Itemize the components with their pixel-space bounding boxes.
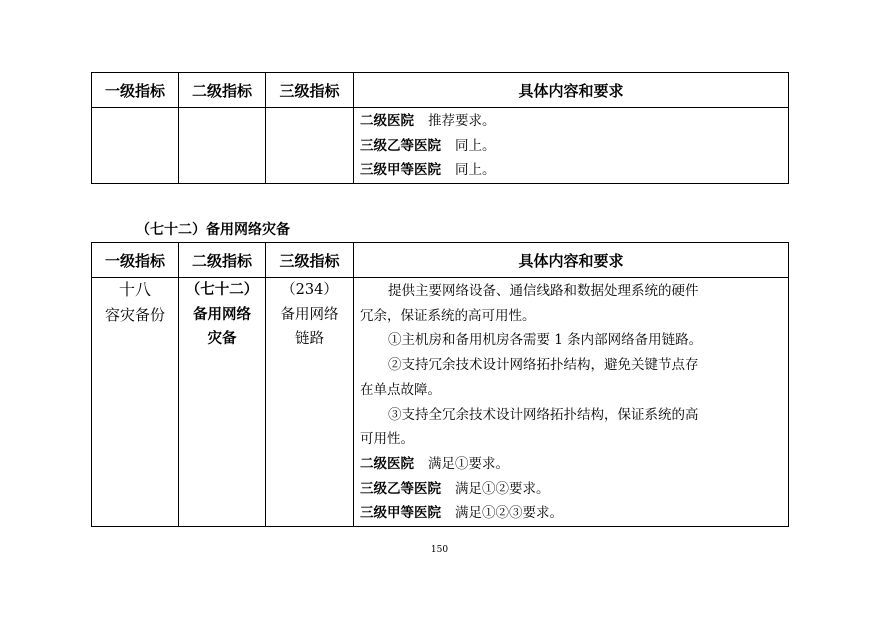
requirement-line	[354, 477, 788, 502]
table-header-row	[92, 73, 789, 108]
requirement-line	[354, 452, 788, 477]
requirement-line	[354, 109, 788, 134]
hospital-level: 三级乙等医院	[360, 480, 441, 497]
empty-cell	[266, 108, 354, 184]
header-level3: 三级指标	[266, 73, 354, 108]
requirements-table	[91, 242, 789, 527]
requirement-value: 同上。	[455, 137, 496, 154]
requirement-value: 满足①②要求。	[455, 480, 550, 497]
content-cell	[354, 278, 789, 527]
requirement-value: 满足①②③要求。	[455, 505, 563, 522]
paragraph-line: 提供主要网络设备、通信线路和数据处理系统的硬件	[388, 283, 699, 299]
level1-number: 十八	[118, 280, 151, 299]
hospital-level: 三级甲等医院	[360, 505, 441, 522]
hospital-level: 三级甲等医院	[360, 162, 441, 179]
empty-cell	[179, 108, 266, 184]
header-level1: 一级指标	[92, 243, 179, 278]
hospital-level: 二级医院	[360, 113, 414, 129]
requirements-table-continued	[91, 72, 789, 184]
level2-cell	[179, 278, 266, 527]
level1-cell	[92, 278, 179, 527]
level2-number: （七十二）	[185, 282, 259, 298]
requirement-line	[354, 158, 788, 183]
paragraph-line: 冗余，保证系统的高可用性。	[360, 307, 536, 324]
requirement-value: 同上。	[455, 162, 496, 179]
level3-number: （234）	[281, 282, 338, 298]
content-cell	[354, 108, 789, 184]
paragraph-line: ②支持冗余技术设计网络拓扑结构，避免关键节点存	[388, 357, 699, 374]
level2-name-line2: 灾备	[207, 331, 237, 348]
table-row	[92, 108, 789, 184]
paragraph-line: ①主机房和备用机房各需要 1 条内部网络备用链路。	[388, 332, 703, 349]
table-header-row	[92, 243, 789, 278]
level3-cell	[266, 278, 354, 527]
header-content: 具体内容和要求	[354, 73, 789, 108]
requirement-line	[354, 501, 788, 526]
requirement-value: 满足①要求。	[428, 455, 509, 472]
paragraph-line: 在单点故障。	[360, 381, 441, 398]
paragraph-line: ③支持全冗余技术设计网络拓扑结构，保证系统的高	[388, 406, 699, 423]
section-title: （七十二）备用网络灾备	[136, 222, 290, 238]
header-level2: 二级指标	[179, 243, 266, 278]
header-level2: 二级指标	[179, 73, 266, 108]
level1-name: 容灾备份	[104, 305, 165, 324]
paragraph-line: 可用性。	[360, 431, 414, 448]
table-row	[92, 278, 789, 527]
header-level3: 三级指标	[266, 243, 354, 278]
level2-name-line1: 备用网络	[193, 306, 251, 323]
page-number: 150	[430, 545, 449, 555]
requirement-line	[354, 134, 788, 159]
header-level1: 一级指标	[92, 73, 179, 108]
level3-name-line1: 备用网络	[280, 306, 339, 323]
level3-name-line2: 链路	[295, 331, 324, 348]
requirement-value: 推荐要求。	[428, 113, 496, 129]
header-content: 具体内容和要求	[354, 243, 789, 278]
hospital-level: 二级医院	[360, 455, 414, 472]
empty-cell	[92, 108, 179, 184]
hospital-level: 三级乙等医院	[360, 137, 441, 154]
